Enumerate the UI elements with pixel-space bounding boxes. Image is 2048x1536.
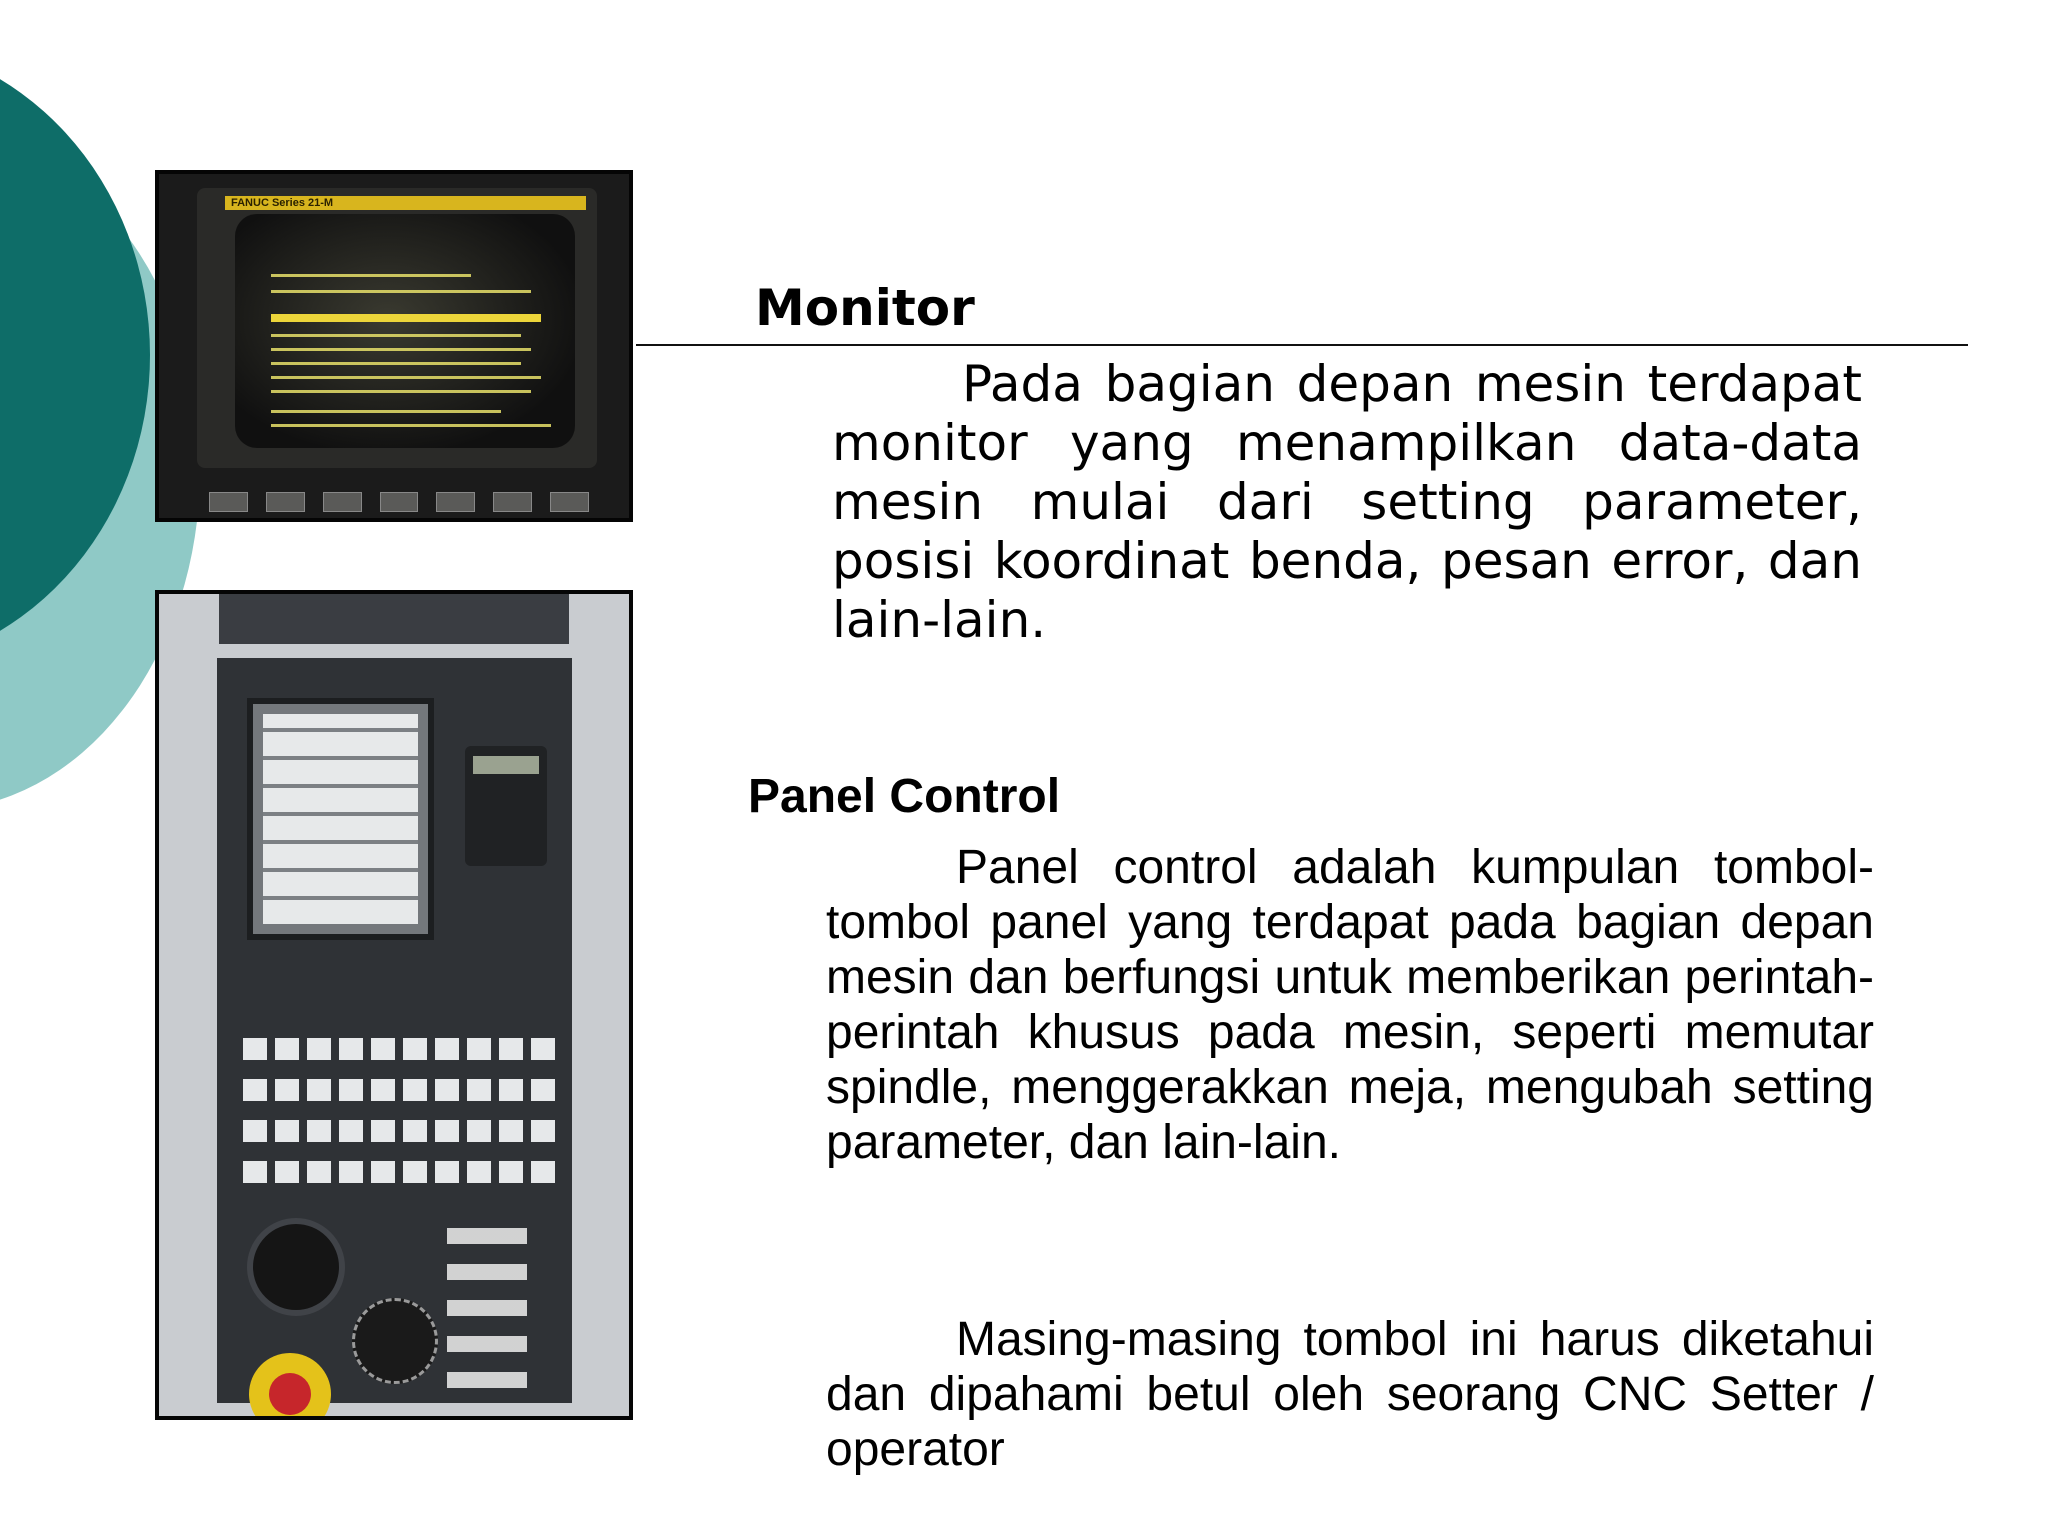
feed-override-knob xyxy=(247,1218,345,1316)
panel-control-heading: Panel Control xyxy=(748,770,1061,823)
monitor-brand-label: FANUC Series 21-M xyxy=(225,196,586,210)
cnc-monitor-photo xyxy=(155,170,633,522)
handheld-calculator xyxy=(465,746,547,866)
panel-housing xyxy=(217,658,572,1403)
monitor-screen xyxy=(235,214,575,448)
mdi-keypad xyxy=(247,698,434,940)
cnc-control-panel-photo xyxy=(155,590,633,1420)
selector-switches xyxy=(447,1218,527,1388)
heading-divider xyxy=(636,344,1968,346)
manual-pulse-dial xyxy=(352,1298,438,1384)
monitor-heading: Monitor xyxy=(755,279,975,337)
monitor-bezel xyxy=(197,188,597,468)
operator-key-rows xyxy=(243,1038,563,1202)
panel-control-description: Panel control adalah kumpulan tombol-tombol panel yang terdapat pada bagian depan mesin dan berfungsi untuk memberikan perintah-perintah khusus pada mesin, seperti memutar spindle, menggerakkan meja, mengubah setting parameter, dan lain-lain. xyxy=(826,841,1874,1169)
panel-top-strip xyxy=(219,594,569,644)
monitor-softkeys xyxy=(209,492,589,512)
panel-control-note: Masing-masing tombol ini harus diketahui dan dipahami betul oleh seorang CNC Setter / operator xyxy=(826,1313,1874,1476)
monitor-description: Pada bagian depan mesin terdapat monitor yang menampilkan data-data mesin mulai dari setting parameter, posisi koordinat benda, pesan error, dan lain-lain. xyxy=(832,355,1862,649)
emergency-stop-button xyxy=(249,1353,331,1420)
